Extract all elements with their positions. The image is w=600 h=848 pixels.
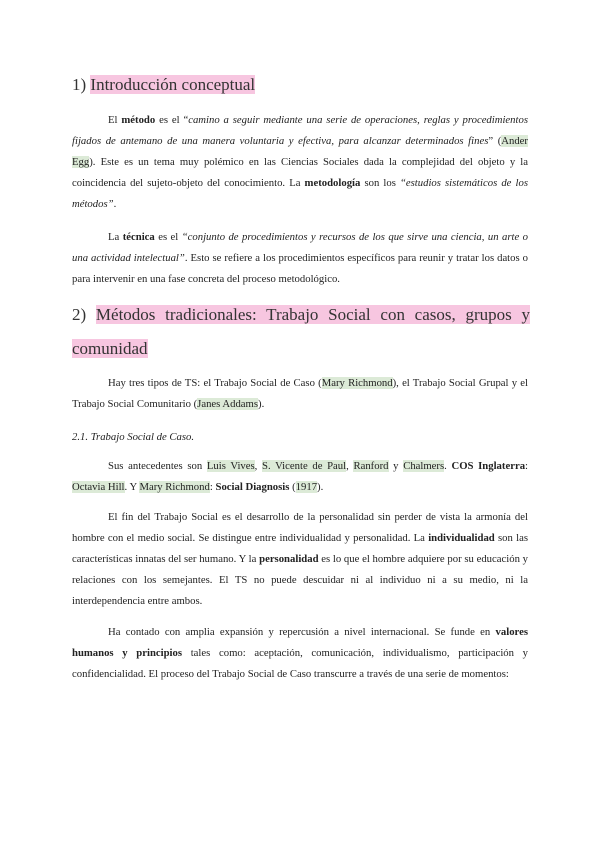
text: ). (317, 481, 324, 493)
text: La (108, 231, 123, 243)
quote-metodologia: “estudios sistemáticos de los métodos” (72, 177, 528, 210)
section-2-title: Métodos tradicionales: Trabajo Social con casos, grupos y comunidad (72, 305, 531, 358)
text: ). Este es un tema muy polémico en las Ciencias Sociales dada la complejidad del objeto y la coincidencia del sujeto-objeto del conocimiento. La (72, 156, 528, 189)
section-1-title: Introducción conceptual (90, 75, 256, 94)
year-1917: 1917 (295, 481, 318, 493)
text: . Esto se refiere a los procedimientos específicos para reunir y tratar los datos o para intervenir en una fase concreta del proceso metodológico. (72, 252, 528, 285)
section-2-number: 2) (72, 305, 87, 324)
paragraph-tipos-ts (72, 373, 528, 415)
author-mary-richmond: Mary Richmond (321, 377, 393, 389)
quote-tecnica: “conjunto de procedimientos y recursos de los que sirve una ciencia, un arte o una actividad intelectual” (72, 231, 528, 264)
text: son los (360, 177, 400, 189)
author-janes-addams: Janes Addams (197, 398, 259, 410)
term-personalidad: personalidad (259, 553, 319, 565)
term-metodologia: metodología (304, 177, 361, 189)
term-valores: valores humanos y principios (72, 626, 528, 659)
term-social-diagnosis: Social Diagnosis (215, 481, 290, 493)
name-ranford: Ranford (353, 460, 389, 472)
text: es el “ (155, 114, 189, 126)
text: tales como: aceptación, comunicación, individualismo, participación y confidencialidad. El proceso del Trabajo Social de Caso transcurre a través de una serie de momentos: (72, 647, 529, 680)
text: , (254, 460, 263, 472)
text: es el (154, 231, 182, 243)
name-luis-vives: Luis Vives (206, 460, 255, 472)
term-cos-inglaterra: COS Inglaterra (451, 460, 526, 472)
text: El (108, 114, 122, 126)
text: El fin del Trabajo Social es el desarrollo de la personalidad sin perder de vista la armonía del hombre con el medio social. Se distingue entre individualidad y personalidad. La (72, 511, 528, 544)
section-2-heading (72, 298, 530, 366)
text: . (113, 198, 117, 210)
text: Ha contado con amplia expansión y repercusión a nivel internacional. Se funde en (108, 626, 496, 638)
term-metodo: método (121, 114, 156, 126)
text: ” ( (488, 135, 502, 147)
name-chalmers: Chalmers (403, 460, 445, 472)
text: es lo que el hombre adquiere por su educación y relaciones con los semejantes. El TS no puede descuidar ni al individuo ni a su medio, ni la interdependencia entre ambos. (72, 553, 528, 607)
term-tecnica: técnica (122, 231, 155, 243)
text: , (346, 460, 354, 472)
section-1-heading (72, 72, 542, 98)
text: . Y (124, 481, 140, 493)
text: : (209, 481, 216, 493)
text: Hay tres tipos de TS: el Trabajo Social de Caso ( (108, 377, 322, 389)
text: Sus antecedentes son (108, 460, 207, 472)
text: ). (258, 398, 265, 410)
name-vicente-de-paul: S. Vicente de Paul (262, 460, 347, 472)
paragraph-fin-ts (72, 507, 528, 612)
quote-metodo: camino a seguir mediante una serie de operaciones, reglas y procedimientos fijados de antemano de una manera voluntaria y efectiva, para alcanzar determinados fines (72, 114, 528, 147)
text: . (444, 460, 452, 472)
section-1-number: 1) (72, 75, 87, 94)
paragraph-expansion (72, 622, 528, 685)
name-octavia-hill: Octavia Hill (72, 481, 125, 493)
text: ), el Trabajo Social Grupal y el Trabajo Social Comunitario ( (72, 377, 528, 410)
text: : (525, 460, 529, 472)
name-mary-richmond: Mary Richmond (139, 481, 210, 493)
paragraph-tecnica (72, 227, 528, 290)
text: ( (289, 481, 296, 493)
text: y (388, 460, 404, 472)
paragraph-metodo (72, 110, 528, 215)
subsection-heading: 2.1. Trabajo Social de Caso. (72, 431, 195, 443)
text: son las características innatas del ser humano. Y la (72, 532, 528, 565)
term-individualidad: individualidad (428, 532, 495, 544)
author-ander-egg: Ander Egg (72, 135, 528, 168)
paragraph-antecedentes (72, 456, 528, 498)
